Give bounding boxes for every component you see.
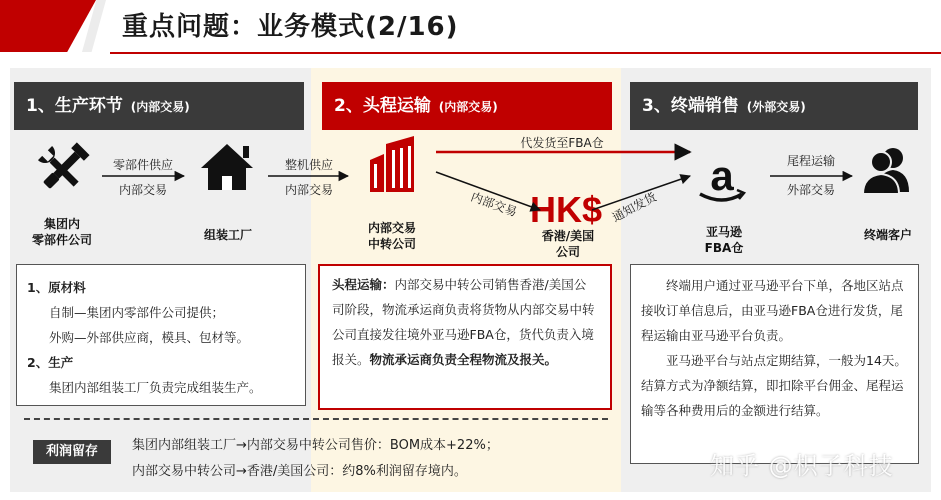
svg-text:a: a xyxy=(710,152,734,199)
page-title: 重点问题：业务模式(2/16) xyxy=(122,12,459,42)
label-diag-notify: 通知发货 xyxy=(609,189,659,225)
profit-line-1: 集团内部组装工厂→内部交易中转公司售价：BOM成本+22%； xyxy=(132,438,499,453)
production-detail-box xyxy=(16,264,306,406)
node-hk-us-company xyxy=(528,228,608,260)
node-end-customer: 终端客户 xyxy=(863,228,912,242)
node-amazon-line1: 亚马逊 xyxy=(705,225,742,239)
label-last-mile: 尾程运输 xyxy=(786,154,835,168)
label-machine-internal: 内部交易 xyxy=(284,183,333,197)
header-production-label: 1、生产环节 xyxy=(26,96,123,116)
building-icon xyxy=(370,136,414,192)
profit-line-2: 内部交易中转公司→香港/美国公司：约8%利润留存境内。 xyxy=(132,464,467,479)
node-assembly-factory: 组装工厂 xyxy=(203,228,252,242)
header-sales-tag: (外部交易) xyxy=(746,100,806,114)
node-amazon-fba xyxy=(684,224,764,256)
header-sales-label: 3、终端销售 xyxy=(642,96,739,116)
hk-dollar-icon xyxy=(530,189,602,230)
sales-detail-box xyxy=(630,264,919,464)
sales-paragraph-2: 亚马逊平台与站点定期结算，一般为14天。结算方式为净额结算，即扣除平台佣金、尾程运输等各种费用后的金额进行结算。 xyxy=(641,353,907,418)
label-diag-internal: 内部交易 xyxy=(468,189,519,220)
dashed-divider xyxy=(24,418,608,420)
label-parts-internal: 内部交易 xyxy=(118,183,167,197)
header-firstleg-tag: (内部交易) xyxy=(438,100,498,114)
node-hk-line1: 香港/美国 xyxy=(541,229,595,243)
header-production-tag: (内部交易) xyxy=(130,100,190,114)
profit-retention-badge: 利润留存 xyxy=(33,440,111,464)
house-icon xyxy=(201,144,253,190)
raw-material-heading: 1、原材料 xyxy=(27,280,86,295)
node-parts-line1: 集团内 xyxy=(43,217,80,231)
firstleg-label: 头程运输： xyxy=(332,277,395,292)
tools-icon xyxy=(38,142,90,191)
firstleg-bold-text: 物流承运商负责全程物流及报关。 xyxy=(369,352,558,367)
customers-icon xyxy=(863,148,909,194)
firstleg-text: 内部交易中转公司销售香港/美国公司阶段，物流承运商负责将货物从内部交易中转公司直接发往境外亚马逊FBA仓，货代负责入境报关。 xyxy=(332,277,595,367)
node-amazon-line2: FBA仓 xyxy=(704,241,744,255)
node-transit-line1: 内部交易 xyxy=(367,221,416,235)
label-external-trade: 外部交易 xyxy=(786,183,835,197)
production-heading: 2、生产 xyxy=(27,355,74,370)
node-parts-company xyxy=(22,216,102,248)
node-parts-line2: 零部件公司 xyxy=(31,233,92,247)
raw-material-self: 自制—集团内零部件公司提供； xyxy=(49,305,225,320)
sales-paragraph-1: 终端用户通过亚马逊平台下单，各地区站点接收订单信息后，由亚马逊FBA仓进行发货，尾程运输由亚马逊平台负责。 xyxy=(641,278,904,343)
node-transit-line2: 中转公司 xyxy=(367,237,416,251)
raw-material-external: 外购—外部供应商，模具、包材等。 xyxy=(49,330,250,345)
svg-text:HK$: HK$ xyxy=(529,189,603,230)
node-hk-line2: 公司 xyxy=(555,245,580,259)
watermark: 知乎 @枳子科技 xyxy=(710,452,894,480)
amazon-icon xyxy=(700,152,744,200)
label-machine-supply: 整机供应 xyxy=(284,158,333,172)
production-text: 集团内部组装工厂负责完成组装生产。 xyxy=(49,380,262,395)
firstleg-detail-box xyxy=(318,264,612,410)
label-parts-supply: 零部件供应 xyxy=(112,158,173,172)
header-firstleg-label: 2、头程运输 xyxy=(334,96,431,116)
label-direct-fba: 代发货至FBA仓 xyxy=(520,136,604,150)
node-transit-company xyxy=(352,220,432,252)
